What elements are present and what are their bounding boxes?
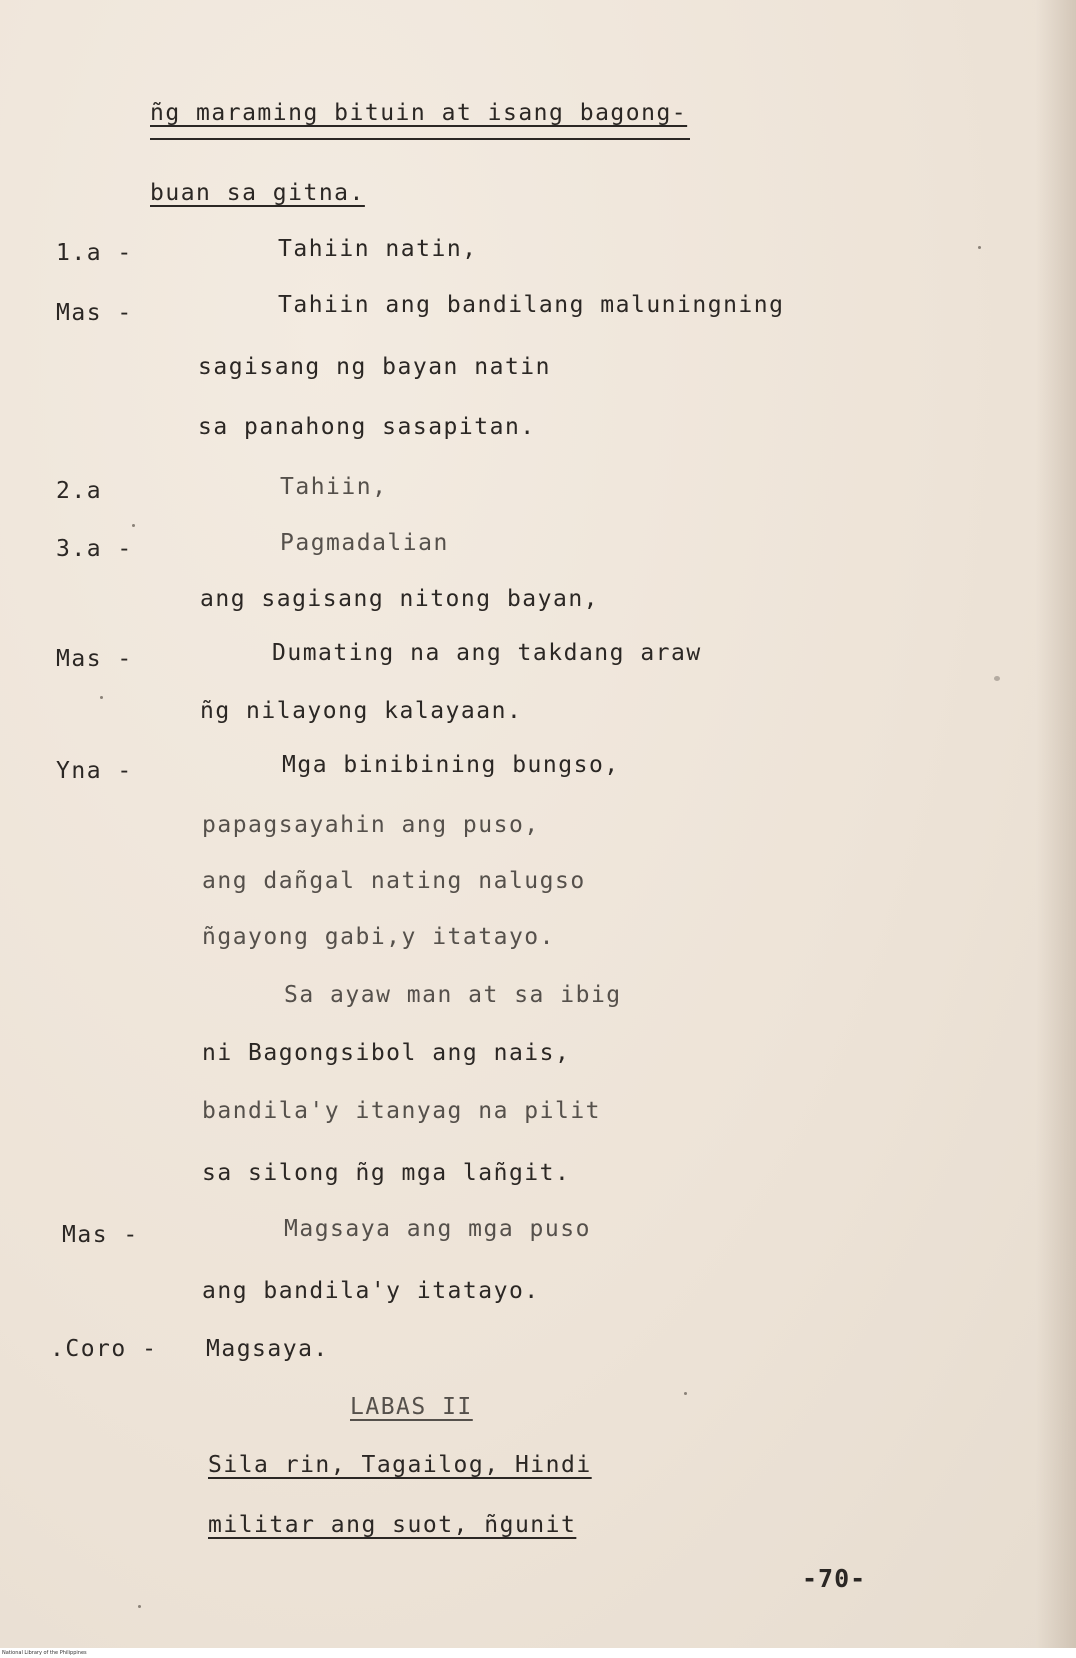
- script-line: Tahiin natin,: [278, 236, 478, 262]
- script-line: Dumating na ang takdang araw: [272, 640, 702, 666]
- speaker-label: 2.a: [56, 478, 103, 504]
- script-line: ang sagisang nitong bayan,: [200, 586, 600, 612]
- script-line: Sila rin, Tagailog, Hindi: [208, 1452, 592, 1478]
- script-line: ang bandila'y itatayo.: [202, 1278, 540, 1304]
- speaker-label: Yna -: [56, 758, 133, 784]
- footer-bar: [0, 1648, 1076, 1658]
- script-line: ang dañgal nating nalugso: [202, 868, 586, 894]
- paper-speck: [994, 676, 1000, 681]
- speaker-label: Mas -: [62, 1222, 139, 1248]
- script-line: Magsaya ang mga puso: [284, 1216, 591, 1242]
- script-line: bandila'y itanyag na pilit: [202, 1098, 602, 1124]
- page-edge-shadow: [1036, 0, 1076, 1648]
- script-line: buan sa gitna.: [150, 180, 365, 206]
- speaker-label: .Coro -: [50, 1336, 158, 1362]
- script-line: ñg nilayong kalayaan.: [200, 698, 523, 724]
- script-line: Mga binibining bungso,: [282, 752, 620, 778]
- script-line: ni Bagongsibol ang nais,: [202, 1040, 571, 1066]
- footer-credit: National Library of the Philippines: [2, 1650, 87, 1656]
- script-line: sa panahong sasapitan.: [198, 414, 536, 440]
- speaker-label: 1.a -: [56, 240, 133, 266]
- script-line: papagsayahin ang puso,: [202, 812, 540, 838]
- script-line: Tahiin ang bandilang maluningning: [278, 292, 785, 318]
- paper-speck: [684, 1392, 687, 1395]
- page-number: -70-: [802, 1564, 867, 1593]
- script-line: Sa ayaw man at sa ibig: [284, 982, 622, 1008]
- script-line: sa silong ñg mga lañgit.: [202, 1160, 571, 1186]
- script-line: Tahiin,: [280, 474, 388, 500]
- underline-rule: [150, 138, 690, 140]
- section-heading: LABAS II: [350, 1394, 473, 1420]
- script-line: militar ang suot, ñgunit: [208, 1512, 577, 1538]
- script-line: ñgayong gabi,y itatayo.: [202, 924, 555, 950]
- speaker-label: Mas -: [56, 300, 133, 326]
- paper-speck: [132, 524, 135, 527]
- paper-speck: [100, 696, 103, 699]
- script-line: Pagmadalian: [280, 530, 449, 556]
- script-line: Magsaya.: [206, 1336, 329, 1362]
- speaker-label: Mas -: [56, 646, 133, 672]
- speaker-label: 3.a -: [56, 536, 133, 562]
- script-line: sagisang ng bayan natin: [198, 354, 551, 380]
- script-line: ñg maraming bituin at isang bagong-: [150, 100, 688, 126]
- paper-speck: [978, 246, 981, 249]
- paper-speck: [138, 1605, 141, 1608]
